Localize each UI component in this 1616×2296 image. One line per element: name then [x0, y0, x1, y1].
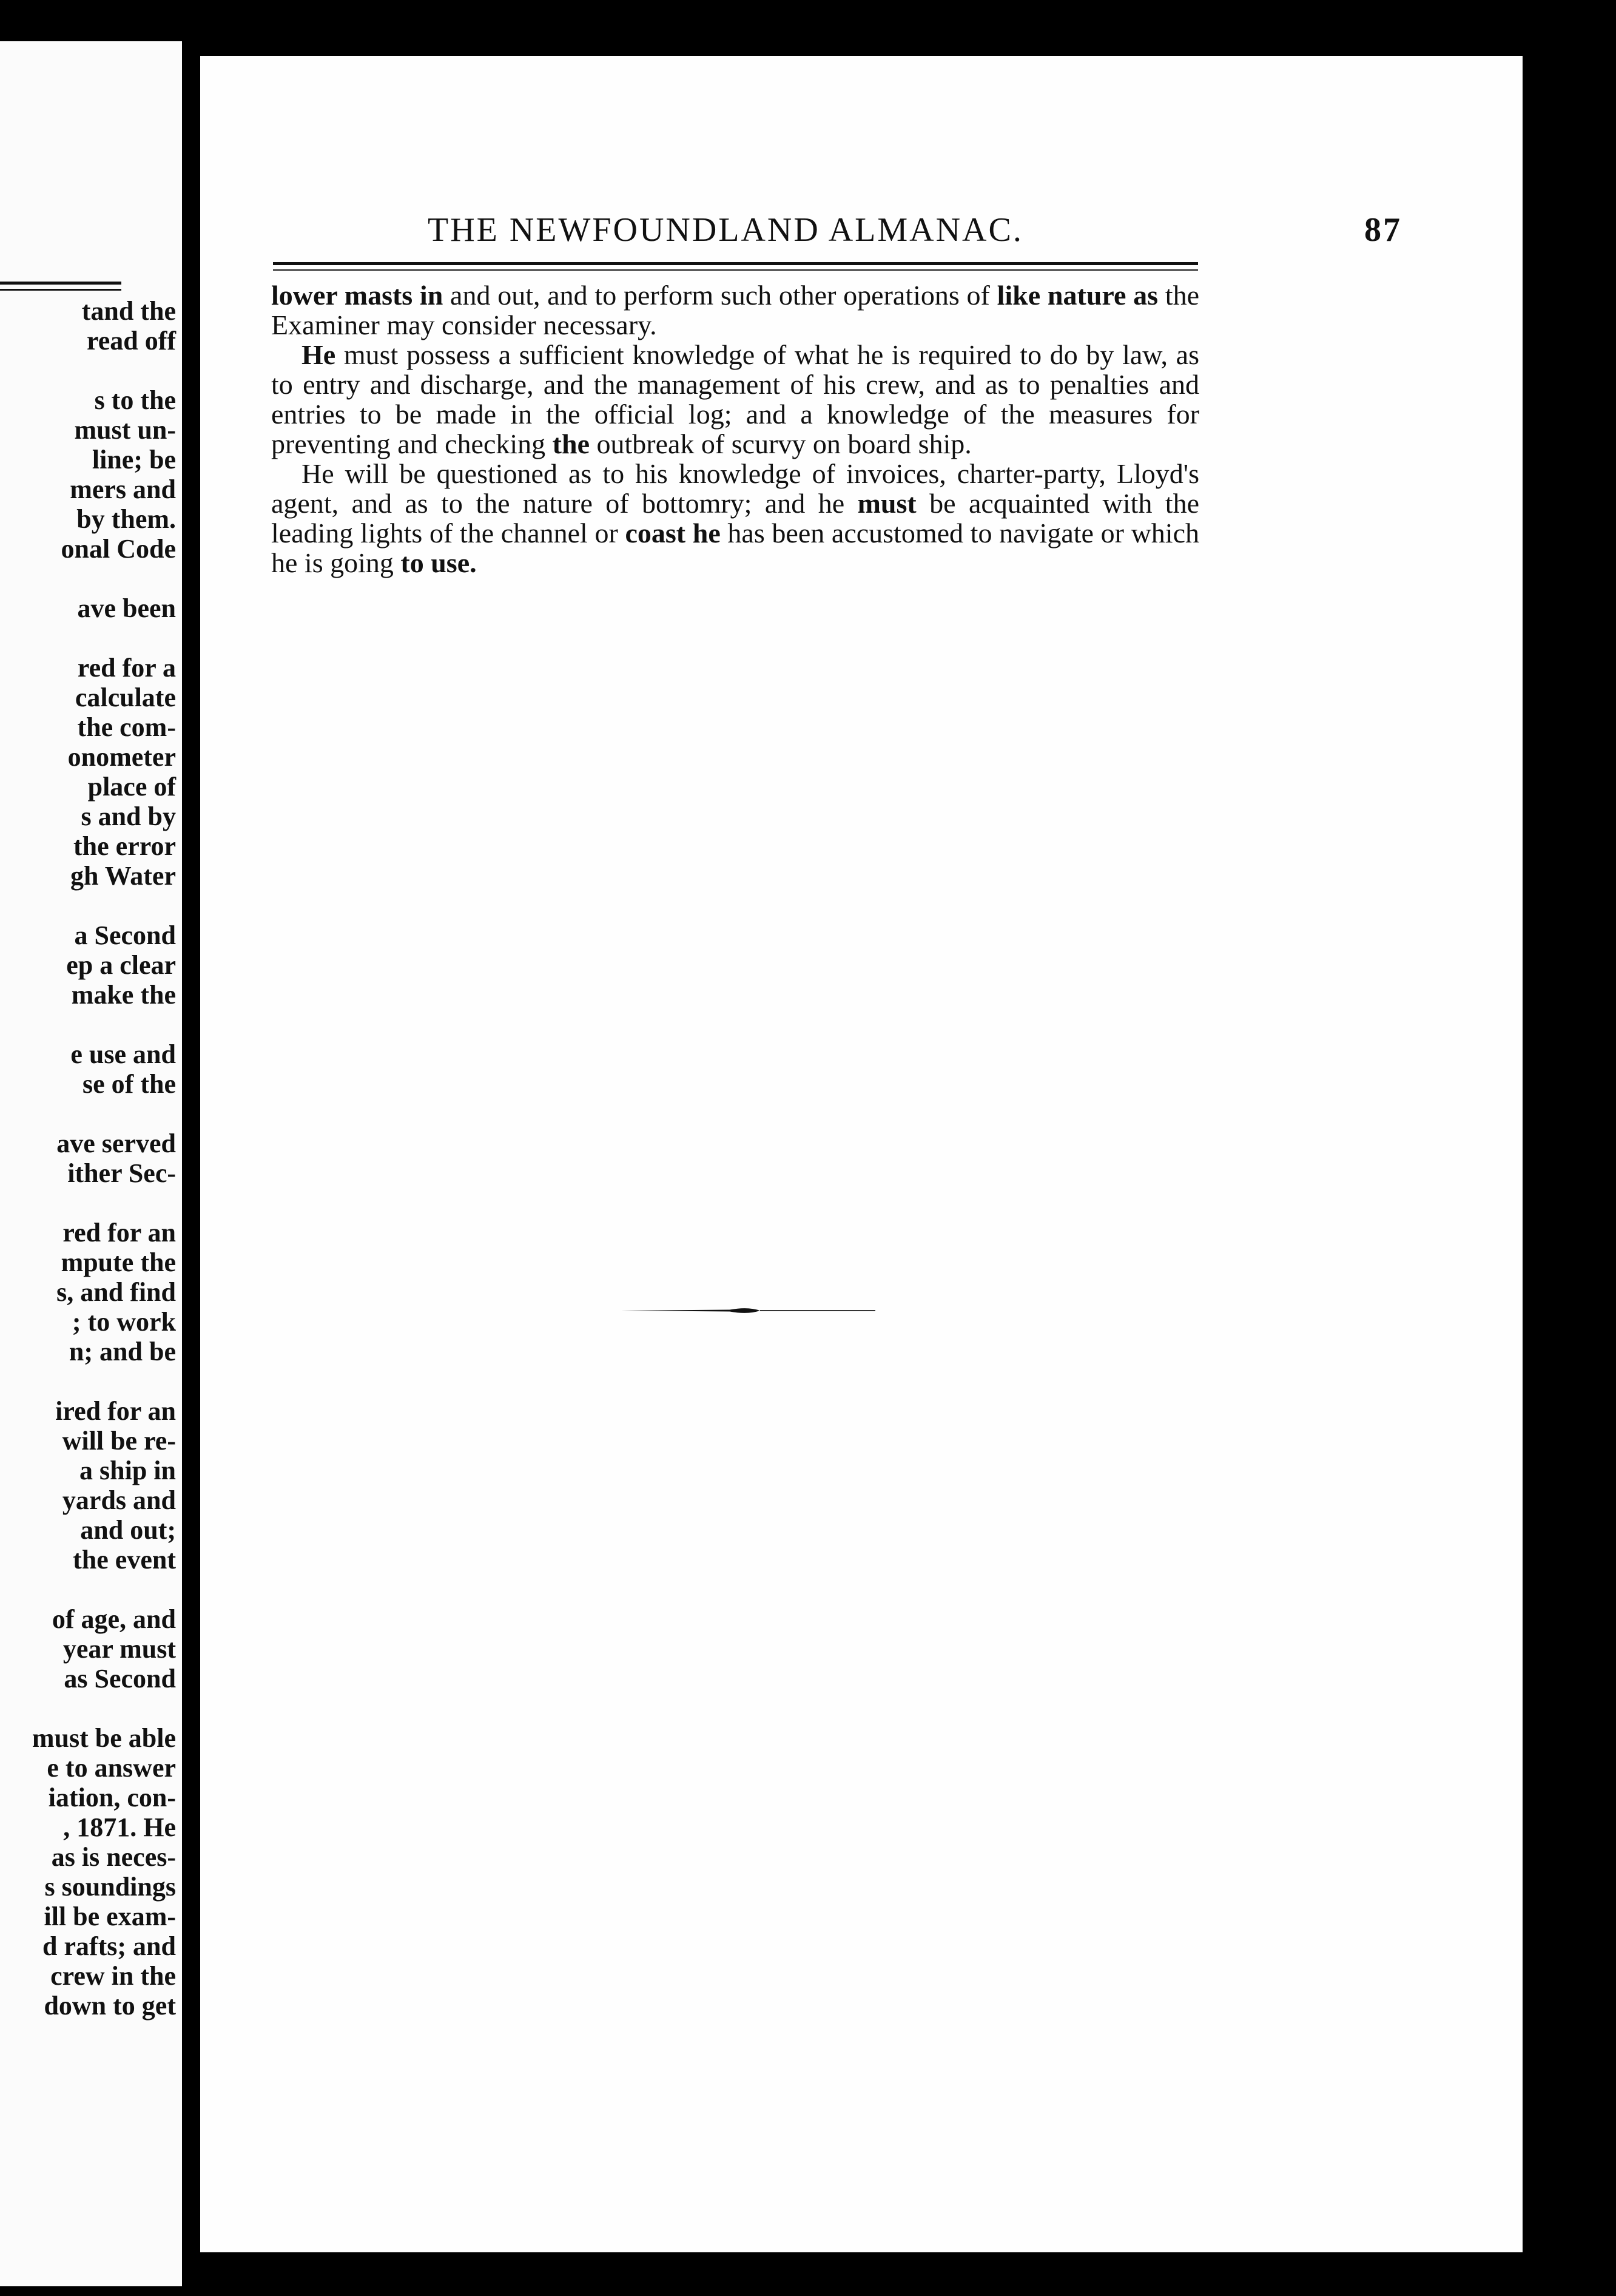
header-rule	[273, 262, 1198, 265]
previous-page-line: ave served	[56, 1129, 176, 1158]
previous-page-line: e use and	[70, 1039, 176, 1069]
previous-page-rule	[0, 282, 121, 285]
previous-page-line: s, and find	[56, 1277, 176, 1307]
text-run: be acquainted with the leading lights of the channel or	[271, 488, 1199, 549]
previous-page-line: a ship in	[79, 1456, 176, 1485]
previous-page-line: e to answer	[47, 1753, 176, 1783]
bold-run: the	[552, 428, 590, 459]
page-gutter	[182, 0, 200, 2296]
previous-page-line: year must	[62, 1634, 176, 1664]
previous-page-line: calculate	[75, 683, 176, 712]
previous-page-line: must be able	[32, 1723, 176, 1753]
bold-run: He	[301, 339, 336, 370]
text-run: and out, and to perform such other operations of	[443, 280, 997, 311]
previous-page-line: s and by	[81, 802, 176, 831]
previous-page-line	[0, 1010, 176, 1039]
previous-page-line: the event	[73, 1545, 176, 1575]
previous-page-line: as Second	[64, 1664, 176, 1693]
previous-page-line: the com-	[77, 712, 176, 742]
bold-run: like nature as	[997, 280, 1159, 311]
text-run: has been accustomed to navigate or which he is going	[271, 518, 1199, 578]
previous-page-line: place of	[87, 772, 176, 802]
previous-page-line: ; to work	[72, 1307, 176, 1337]
previous-page-line: tand the	[81, 296, 176, 326]
previous-page-line	[0, 1575, 176, 1604]
previous-page-line: a Second	[74, 920, 176, 950]
previous-page-line: will be re-	[62, 1426, 176, 1456]
previous-page-line: down to get	[44, 1991, 176, 2021]
previous-page-text	[0, 296, 176, 2021]
previous-page-line: ired for an	[55, 1396, 176, 1426]
text-run: outbreak of scurvy on board ship.	[590, 428, 972, 459]
previous-page-line	[0, 1693, 176, 1723]
previous-page-line: s soundings	[44, 1872, 176, 1902]
previous-page-line	[0, 1366, 176, 1396]
previous-page-line: s to the	[94, 385, 176, 415]
previous-page-line	[0, 891, 176, 920]
previous-page-line: crew in the	[50, 1961, 176, 1991]
paragraph	[271, 340, 1199, 459]
page	[200, 56, 1523, 2252]
paragraph	[271, 280, 1199, 340]
previous-page-line	[0, 623, 176, 653]
text-run: the Examiner may consider necessary.	[271, 280, 1200, 340]
previous-page-rule	[0, 289, 121, 291]
previous-page-line: d rafts; and	[42, 1931, 176, 1961]
previous-page-line: read off	[86, 326, 176, 356]
bold-run: lower masts in	[271, 280, 443, 311]
previous-page-line: onometer	[67, 742, 176, 772]
previous-page-line: the error	[73, 831, 176, 861]
previous-page-line	[0, 356, 176, 385]
previous-page-line	[0, 1188, 176, 1218]
text-run: must possess a sufficient knowledge of what he is required to do by law, as to entry and discharge, and the management of his crew, and as to penalties and entries to be made in the official log; and a knowledge of the measures for preventing and checking	[271, 339, 1199, 459]
previous-page-line: line; be	[92, 445, 176, 474]
page-number: 87	[1364, 211, 1402, 249]
previous-page-line: ither Sec-	[67, 1158, 176, 1188]
previous-page-line: as is neces-	[51, 1842, 176, 1872]
previous-page-line: gh Water	[70, 861, 176, 891]
previous-page-line: by them.	[76, 504, 176, 534]
previous-page-line: make the	[71, 980, 176, 1010]
running-header	[270, 211, 1404, 259]
paragraph	[271, 459, 1199, 578]
previous-page-line: yards and	[62, 1485, 176, 1515]
header-rule-thin	[273, 269, 1198, 271]
previous-page-line: , 1871. He	[63, 1812, 176, 1842]
bold-run: coast he	[625, 518, 721, 549]
previous-page-line: mers and	[70, 474, 176, 504]
previous-page-line: mpute the	[61, 1248, 176, 1277]
text-run: He will be questioned as to his knowledge of invoices, charter-party, Lloyd's agent, and as to the nature of bottomry; and he	[271, 458, 1199, 519]
previous-page-line: n; and be	[69, 1337, 176, 1366]
previous-page-line: red for an	[62, 1218, 176, 1248]
bold-run: must	[857, 488, 917, 519]
previous-page-line	[0, 1099, 176, 1129]
previous-page-line: onal Code	[61, 534, 176, 564]
previous-page-line: and out;	[80, 1515, 176, 1545]
previous-page-line: red for a	[77, 653, 176, 683]
previous-page-line: ave been	[77, 593, 176, 623]
previous-page-line: must un-	[74, 415, 176, 445]
previous-page-line: iation, con-	[48, 1783, 176, 1812]
body-text	[271, 280, 1199, 578]
previous-page-line: ep a clear	[66, 950, 176, 980]
previous-page-line: ill be exam-	[44, 1902, 176, 1931]
previous-page-strip	[0, 41, 182, 2286]
bold-run: to use.	[400, 547, 477, 578]
previous-page-line	[0, 564, 176, 593]
running-title: THE NEWFOUNDLAND ALMANAC.	[428, 211, 1023, 249]
section-end-ornament	[621, 1305, 875, 1317]
previous-page-line: of age, and	[52, 1604, 176, 1634]
previous-page-line: se of the	[82, 1069, 176, 1099]
